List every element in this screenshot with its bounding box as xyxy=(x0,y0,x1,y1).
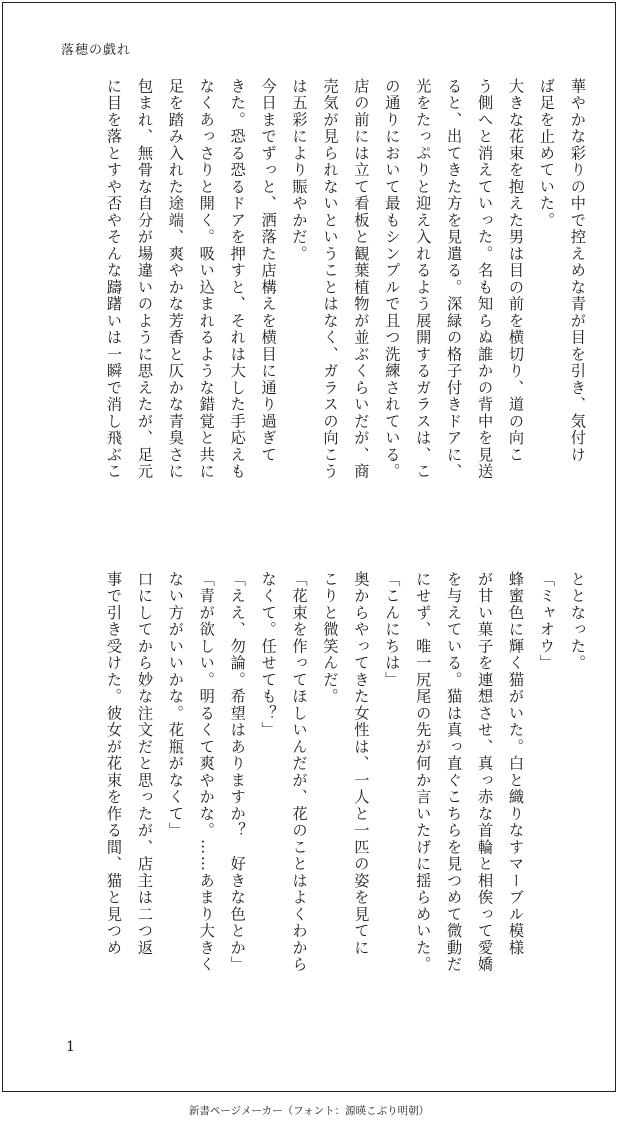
text-column: ば足を止めていた。 xyxy=(537,78,556,229)
text-column: を与えている。猫は真っ直ぐこちらを見つめて微動だ xyxy=(445,571,464,973)
text-column: 店の前には立て看板と観葉植物が並ぶくらいだが、商 xyxy=(352,78,371,480)
text-column: は五彩により賑やかだ。 xyxy=(290,78,309,263)
text-column: 奥からやってきた女性は、一人と一匹の姿を見てに xyxy=(352,571,371,957)
text-column: 華やかな彩りの中で控えめな青が目を引き、気付け xyxy=(568,78,587,464)
text-block-upper xyxy=(105,78,585,533)
text-column: 今日までずっと、洒落た店構えを横目に通り過ぎて xyxy=(259,78,278,464)
book-page xyxy=(2,2,616,1092)
text-column: 「青が欲しい。明るくて爽やかな。……あまり大きく xyxy=(197,571,216,973)
text-column: ない方がいいかな。花瓶がなくて」 xyxy=(166,571,185,839)
text-column: が甘い菓子を連想させ、真っ赤な首輪と相俟って愛嬌 xyxy=(476,571,495,973)
text-column: なくあっさりと開く。吸い込まれるような錯覚と共に xyxy=(197,78,216,480)
text-column: 足を踏み入れた途端、爽やかな芳香と仄かな青臭さに xyxy=(166,78,185,480)
text-column: 大きな花束を抱えた男は目の前を横切り、道の向こ xyxy=(506,78,525,464)
book-title: 落穂の戯れ xyxy=(61,43,132,58)
page-number: 1 xyxy=(66,1039,75,1055)
text-column: 売気が見られないということはなく、ガラスの向こう xyxy=(321,78,340,480)
text-column: 包まれ、無骨な自分が場違いのように思えたが、足元 xyxy=(135,78,154,480)
text-column: にせず、唯一尻尾の先が何か言いたげに揺らめいた。 xyxy=(414,571,433,973)
text-column: ると、出てきた方を見遣る。深緑の格子付きドアに、 xyxy=(445,78,464,480)
text-column: こりと微笑んだ。 xyxy=(321,571,340,705)
text-column: きた。恐る恐るドアを押すと、それは大した手応えも xyxy=(228,78,247,480)
text-column: に目を落とすや否やそんな躊躇いは一瞬で消し飛ぶこ xyxy=(105,78,123,480)
text-column: 口にしてから妙な注文だと思ったが、店主は二つ返 xyxy=(135,571,154,957)
text-column: 「ミャオウ」 xyxy=(537,571,556,672)
text-column: 「花束を作ってほしいんだが、花のことはよくわから xyxy=(290,571,309,973)
text-column: 蜂蜜色に輝く猫がいた。白と織りなすマーブル模様 xyxy=(506,571,525,957)
footer-credit: 新書ページメーカー（フォント：源暎こぶり明朝） xyxy=(188,1105,430,1117)
text-column: う側へと消えていった。名も知らぬ誰かの背中を見送 xyxy=(476,78,495,480)
text-column: ととなった。 xyxy=(568,571,587,672)
text-column: 光をたっぷりと迎え入れるよう展開するガラスは、こ xyxy=(414,78,433,480)
text-block-lower xyxy=(105,571,585,1026)
text-column: の通りにおいて最もシンプルで且つ洗練されている。 xyxy=(383,78,402,480)
text-column: 「こんにちは」 xyxy=(383,571,402,689)
text-column: なくて。任せても？」 xyxy=(259,571,278,739)
text-column: 事で引き受けた。彼女が花束を作る間、猫と見つめ xyxy=(105,571,123,957)
text-column: 「ええ、勿論。希望はありますか？ 好きな色とか」 xyxy=(228,571,247,973)
